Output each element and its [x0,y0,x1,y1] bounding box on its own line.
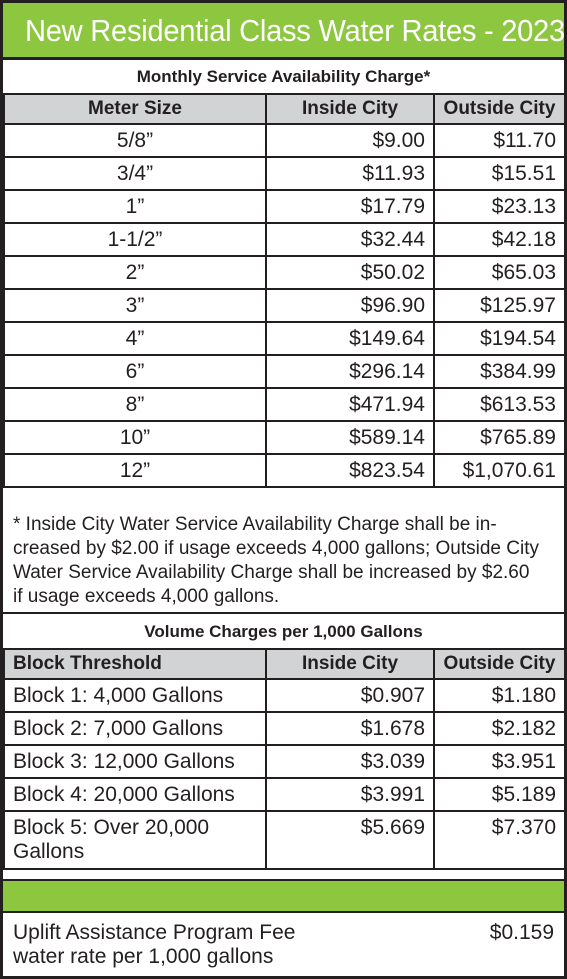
table-row [4,289,565,322]
service-charge-table [3,93,566,488]
meter-size: 3/4” [4,157,266,190]
inside-city-rate: $589.14 [266,421,434,454]
outside-city-rate: $7.370 [434,811,565,869]
inside-city-rate: $3.991 [266,778,434,811]
inside-city-rate: $1.678 [266,712,434,745]
table-row [4,712,565,745]
outside-city-rate: $15.51 [434,157,565,190]
outside-city-rate: $765.89 [434,421,565,454]
table-row [4,745,565,778]
inside-city-rate: $0.907 [266,679,434,712]
outside-city-rate: $65.03 [434,256,565,289]
inside-city-rate: $5.669 [266,811,434,869]
meter-size: 6” [4,355,266,388]
inside-city-rate: $17.79 [266,190,434,223]
service-charge-footnote [13,513,559,609]
table-row [4,322,565,355]
column-header-block-threshold: Block Threshold [4,649,266,679]
table-row [4,355,565,388]
meter-size: 12” [4,454,266,487]
outside-city-rate: $1,070.61 [434,454,565,487]
meter-size: 1” [4,190,266,223]
block-threshold [4,811,266,869]
footnote-line: * Inside City Water Service Availability Charge shall be in- [13,514,497,535]
outside-city-rate: $1.180 [434,679,565,712]
outside-city-rate: $11.70 [434,124,565,157]
column-header-inside-city: Inside City [266,649,434,679]
meter-size: 5/8” [4,124,266,157]
volume-charges-table [3,648,566,870]
outside-city-rate: $125.97 [434,289,565,322]
meter-size: 2” [4,256,266,289]
table-row [4,811,565,869]
outside-city-rate: $384.99 [434,355,565,388]
table-row [4,256,565,289]
table-row [4,778,565,811]
meter-size: 3” [4,289,266,322]
block-threshold: Block 1: 4,000 Gallons [4,679,266,712]
title-bar [3,3,564,60]
table-row [4,157,565,190]
outside-city-rate: $5.189 [434,778,565,811]
uplift-label-line: water rate per 1,000 gallons [13,945,274,968]
inside-city-rate: $11.93 [266,157,434,190]
volume-charges-heading: Volume Charges per 1,000 Gallons [144,622,423,641]
inside-city-rate: $50.02 [266,256,434,289]
uplift-fee-value: $0.159 [489,921,554,944]
outside-city-rate: $194.54 [434,322,565,355]
table-row [4,421,565,454]
inside-city-rate: $471.94 [266,388,434,421]
table-row [4,190,565,223]
table-row [4,124,565,157]
table-row [4,454,565,487]
outside-city-rate: $23.13 [434,190,565,223]
volume-charges-header-row [4,649,565,679]
block-threshold: Block 4: 20,000 Gallons [4,778,266,811]
green-divider-band [3,879,564,913]
outside-city-rate: $3.951 [434,745,565,778]
page-title: New Residential Class Water Rates - 2023 [25,13,565,48]
divider [3,612,564,614]
meter-size: 10” [4,421,266,454]
meter-size: 4” [4,322,266,355]
uplift-label-line: Uplift Assistance Program Fee [13,921,296,944]
uplift-fee-label [13,921,433,969]
inside-city-rate: $296.14 [266,355,434,388]
meter-size: 1-1/2” [4,223,266,256]
inside-city-rate: $32.44 [266,223,434,256]
table-row [4,679,565,712]
meter-size: 8” [4,388,266,421]
inside-city-rate: $3.039 [266,745,434,778]
block-threshold: Block 2: 7,000 Gallons [4,712,266,745]
service-charge-heading: Monthly Service Availability Charge* [136,67,431,86]
outside-city-rate: $613.53 [434,388,565,421]
table-row [4,223,565,256]
inside-city-rate: $9.00 [266,124,434,157]
block-threshold-line: Block 5: Over 20,000 [13,816,210,839]
inside-city-rate: $96.90 [266,289,434,322]
outside-city-rate: $2.182 [434,712,565,745]
block-threshold: Block 3: 12,000 Gallons [4,745,266,778]
column-header-meter-size: Meter Size [4,94,266,124]
table-row [4,388,565,421]
block-threshold-line: Gallons [13,840,85,863]
inside-city-rate: $823.54 [266,454,434,487]
footnote-line: Water Service Availability Charge shall be increased by $2.60 [13,562,530,583]
footnote-line: if usage exceeds 4,000 gallons. [13,586,280,607]
column-header-outside-city: Outside City [434,649,565,679]
inside-city-rate: $149.64 [266,322,434,355]
footnote-line: creased by $2.00 if usage exceeds 4,000 gallons; Outside City [13,538,539,559]
service-charge-header-row [4,94,565,124]
column-header-outside-city: Outside City [434,94,565,124]
outside-city-rate: $42.18 [434,223,565,256]
column-header-inside-city: Inside City [266,94,434,124]
